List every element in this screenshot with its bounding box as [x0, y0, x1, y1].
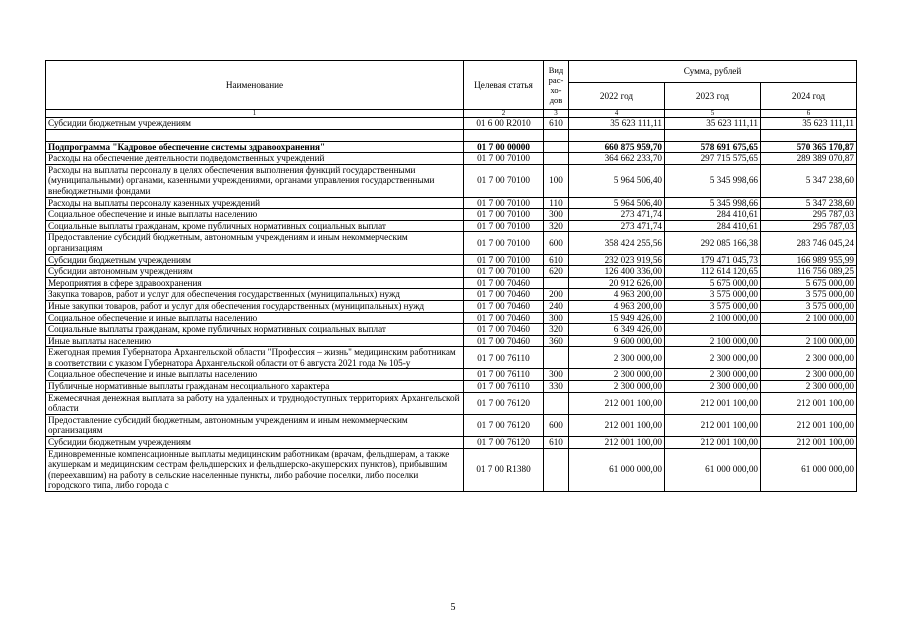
cell-target-article: 01 7 00 70460 — [464, 300, 544, 312]
cell-amount-2023: 292 085 166,38 — [665, 232, 761, 254]
table-row — [46, 347, 857, 369]
cell-amount-2022: 4 963 200,00 — [569, 300, 665, 312]
cell-amount-2023: 179 471 045,73 — [665, 254, 761, 266]
cell-amount-2022: 2 300 000,00 — [569, 381, 665, 393]
table-row — [46, 300, 857, 312]
cell-amount-2024: 289 389 070,87 — [761, 153, 857, 165]
cell-amount-2024 — [761, 129, 857, 141]
cell-amount-2022: 273 471,74 — [569, 220, 665, 232]
cell-amount-2024: 212 001 100,00 — [761, 414, 857, 436]
cell-amount-2022: 9 600 000,00 — [569, 335, 665, 347]
cell-amount-2024: 570 365 170,87 — [761, 141, 857, 153]
cell-expense-type: 610 — [544, 118, 569, 130]
cell-name: Субсидии автономным учреждениям — [46, 266, 464, 278]
cell-amount-2024: 295 787,03 — [761, 220, 857, 232]
cell-amount-2023: 297 715 575,65 — [665, 153, 761, 165]
cell-amount-2024: 283 746 045,24 — [761, 232, 857, 254]
cell-amount-2022: 232 023 919,56 — [569, 254, 665, 266]
column-number: 1 — [46, 110, 464, 118]
table-row — [46, 232, 857, 254]
cell-name: Предоставление субсидий бюджетным, автономным учреждениям и иным некоммерческим организациям — [46, 414, 464, 436]
cell-target-article: 01 7 00 R1380 — [464, 448, 544, 491]
table-row — [46, 448, 857, 491]
cell-amount-2024: 5 347 238,60 — [761, 164, 857, 197]
cell-amount-2022: 5 964 506,40 — [569, 197, 665, 209]
cell-amount-2024: 5 675 000,00 — [761, 277, 857, 289]
header-article: Целевая статья — [464, 61, 544, 110]
table-row — [46, 164, 857, 197]
cell-name: Социальные выплаты гражданам, кроме публичных нормативных социальных выплат — [46, 220, 464, 232]
table-row — [46, 277, 857, 289]
cell-target-article: 01 7 00 70100 — [464, 153, 544, 165]
cell-expense-type — [544, 392, 569, 414]
cell-amount-2022: 6 349 426,00 — [569, 324, 665, 336]
cell-target-article: 01 7 00 70460 — [464, 277, 544, 289]
cell-name — [46, 448, 464, 491]
cell-amount-2023: 284 410,61 — [665, 209, 761, 221]
table-row — [46, 381, 857, 393]
table-row — [46, 197, 857, 209]
table-row — [46, 129, 857, 141]
cell-amount-2023 — [665, 324, 761, 336]
cell-amount-2024: 3 575 000,00 — [761, 289, 857, 301]
cell-amount-2022 — [569, 129, 665, 141]
budget-table — [45, 60, 857, 492]
cell-amount-2024: 2 300 000,00 — [761, 347, 857, 369]
cell-amount-2024: 61 000 000,00 — [761, 448, 857, 491]
cell-name: Социальное обеспечение и иные выплаты населению — [46, 209, 464, 221]
cell-amount-2024: 2 300 000,00 — [761, 381, 857, 393]
cell-name: Социальное обеспечение и иные выплаты населению — [46, 369, 464, 381]
cell-target-article: 01 7 00 70460 — [464, 312, 544, 324]
cell-amount-2024: 166 989 955,99 — [761, 254, 857, 266]
header-year-2023: 2023 год — [665, 83, 761, 110]
cell-amount-2024: 212 001 100,00 — [761, 437, 857, 449]
cell-target-article — [464, 129, 544, 141]
table-row — [46, 312, 857, 324]
cell-amount-2023: 2 100 000,00 — [665, 312, 761, 324]
cell-expense-type: 320 — [544, 220, 569, 232]
column-number: 3 — [544, 110, 569, 118]
header-sum: Сумма, рублей — [569, 61, 857, 83]
cell-target-article: 01 7 00 76120 — [464, 392, 544, 414]
cell-amount-2024: 5 347 238,60 — [761, 197, 857, 209]
cell-target-article: 01 7 00 70100 — [464, 232, 544, 254]
cell-amount-2022: 212 001 100,00 — [569, 437, 665, 449]
cell-target-article: 01 7 00 70460 — [464, 289, 544, 301]
cell-amount-2022: 364 662 233,70 — [569, 153, 665, 165]
cell-expense-type — [544, 277, 569, 289]
cell-expense-type: 330 — [544, 381, 569, 393]
cell-name: Иные закупки товаров, работ и услуг для обеспечения государственных (муниципальных) нужд — [46, 300, 464, 312]
cell-expense-type: 610 — [544, 437, 569, 449]
cell-amount-2023: 212 001 100,00 — [665, 414, 761, 436]
cell-target-article: 01 7 00 76120 — [464, 414, 544, 436]
cell-name: Субсидии бюджетным учреждениям — [46, 437, 464, 449]
cell-name: Иные выплаты населению — [46, 335, 464, 347]
column-number: 6 — [761, 110, 857, 118]
cell-amount-2022: 15 949 426,00 — [569, 312, 665, 324]
cell-amount-2022: 61 000 000,00 — [569, 448, 665, 491]
table-row — [46, 324, 857, 336]
cell-expense-type — [544, 129, 569, 141]
cell-target-article: 01 7 00 70100 — [464, 197, 544, 209]
cell-amount-2023: 61 000 000,00 — [665, 448, 761, 491]
cell-target-article: 01 7 00 70100 — [464, 164, 544, 197]
table-row — [46, 289, 857, 301]
cell-expense-type — [544, 448, 569, 491]
cell-amount-2023: 2 300 000,00 — [665, 381, 761, 393]
cell-name: Субсидии бюджетным учреждениям — [46, 254, 464, 266]
header-year-2024: 2024 год — [761, 83, 857, 110]
cell-amount-2024: 2 100 000,00 — [761, 335, 857, 347]
cell-amount-2024: 295 787,03 — [761, 209, 857, 221]
cell-name: Расходы на выплаты персоналу казенных учреждений — [46, 197, 464, 209]
cell-amount-2023: 5 675 000,00 — [665, 277, 761, 289]
cell-amount-2024: 116 756 089,25 — [761, 266, 857, 278]
cell-amount-2022: 2 300 000,00 — [569, 369, 665, 381]
table-row — [46, 118, 857, 130]
header-kind: Вид рас-хо-дов — [544, 61, 569, 110]
cell-target-article: 01 7 00 70460 — [464, 335, 544, 347]
table-row — [46, 153, 857, 165]
cell-amount-2024 — [761, 324, 857, 336]
cell-amount-2023: 578 691 675,65 — [665, 141, 761, 153]
table-row — [46, 369, 857, 381]
cell-amount-2023: 3 575 000,00 — [665, 300, 761, 312]
table-row — [46, 220, 857, 232]
cell-name: Закупка товаров, работ и услуг для обеспечения государственных (муниципальных) нужд — [46, 289, 464, 301]
cell-expense-type — [544, 141, 569, 153]
cell-expense-type: 620 — [544, 266, 569, 278]
cell-target-article: 01 7 00 70460 — [464, 324, 544, 336]
cell-name: Мероприятия в сфере здравоохранения — [46, 277, 464, 289]
cell-name: Социальное обеспечение и иные выплаты населению — [46, 312, 464, 324]
cell-expense-type: 600 — [544, 232, 569, 254]
cell-expense-type: 610 — [544, 254, 569, 266]
cell-expense-type: 300 — [544, 209, 569, 221]
cell-name: Расходы на выплаты персоналу в целях обеспечения выполнения функций государственными (муниципальными) органами, казенными учреждениями, органами управления государственными внебюджетными фондами — [46, 164, 464, 197]
cell-target-article: 01 7 00 70100 — [464, 254, 544, 266]
cell-name: Расходы на обеспечение деятельности подведомственных учреждений — [46, 153, 464, 165]
cell-name: Предоставление субсидий бюджетным, автономным учреждениям и иным некоммерческим организациям — [46, 232, 464, 254]
table-row — [46, 254, 857, 266]
cell-amount-2023: 112 614 120,65 — [665, 266, 761, 278]
table-row — [46, 141, 857, 153]
cell-amount-2022: 5 964 506,40 — [569, 164, 665, 197]
cell-amount-2024: 2 300 000,00 — [761, 369, 857, 381]
cell-name: Публичные нормативные выплаты гражданам несоциального характера — [46, 381, 464, 393]
cell-target-article: 01 7 00 00000 — [464, 141, 544, 153]
cell-expense-type: 240 — [544, 300, 569, 312]
cell-target-article: 01 7 00 76110 — [464, 381, 544, 393]
column-number: 2 — [464, 110, 544, 118]
cell-amount-2024: 212 001 100,00 — [761, 392, 857, 414]
header-name: Наименование — [46, 61, 464, 110]
cell-name: Ежегодная премия Губернатора Архангельской области "Профессия – жизнь" медицинским работникам в соответствии с указом Губернатора Архангельской области от 6 августа 2021 года № 105-у — [46, 347, 464, 369]
cell-amount-2022: 212 001 100,00 — [569, 414, 665, 436]
cell-expense-type: 110 — [544, 197, 569, 209]
cell-amount-2023: 2 100 000,00 — [665, 335, 761, 347]
cell-amount-2022: 4 963 200,00 — [569, 289, 665, 301]
cell-amount-2023: 212 001 100,00 — [665, 437, 761, 449]
cell-name: Подпрограмма "Кадровое обеспечение системы здравоохранения" — [46, 141, 464, 153]
cell-amount-2023: 212 001 100,00 — [665, 392, 761, 414]
table-row — [46, 209, 857, 221]
cell-amount-2023: 2 300 000,00 — [665, 369, 761, 381]
header-year-2022: 2022 год — [569, 83, 665, 110]
cell-amount-2024: 2 100 000,00 — [761, 312, 857, 324]
cell-amount-2023: 284 410,61 — [665, 220, 761, 232]
cell-target-article: 01 7 00 76110 — [464, 347, 544, 369]
table-row — [46, 414, 857, 436]
cell-expense-type: 300 — [544, 312, 569, 324]
cell-name: Ежемесячная денежная выплата за работу на удаленных и труднодоступных территориях Архангельской области — [46, 392, 464, 414]
cell-amount-2022: 660 875 959,70 — [569, 141, 665, 153]
cell-amount-2022: 2 300 000,00 — [569, 347, 665, 369]
cell-expense-type: 300 — [544, 369, 569, 381]
cell-target-article: 01 7 00 70100 — [464, 220, 544, 232]
table-row — [46, 266, 857, 278]
cell-amount-2023 — [665, 129, 761, 141]
cell-target-article: 01 7 00 70100 — [464, 266, 544, 278]
table-row — [46, 437, 857, 449]
cell-name: Субсидии бюджетным учреждениям — [46, 118, 464, 130]
cell-amount-2023: 2 300 000,00 — [665, 347, 761, 369]
cell-amount-2022: 358 424 255,56 — [569, 232, 665, 254]
cell-amount-2024: 3 575 000,00 — [761, 300, 857, 312]
cell-expense-type: 100 — [544, 164, 569, 197]
cell-name-text: Единовременные компенсационные выплаты медицинским работникам (врачам, фельдшерам, а также акушеркам и медицинским сестрам фельдшерских и фельдшерско-акушерских пунктов), прибывшим (переехавшим) на работу в сельские населенные пункты, либо рабочие поселки, либо поселки городского типа, либо города с — [48, 448, 450, 491]
cell-expense-type: 320 — [544, 324, 569, 336]
cell-amount-2022: 212 001 100,00 — [569, 392, 665, 414]
column-number: 5 — [665, 110, 761, 118]
cell-amount-2022: 35 623 111,11 — [569, 118, 665, 130]
column-number: 4 — [569, 110, 665, 118]
table-row — [46, 335, 857, 347]
cell-amount-2023: 35 623 111,11 — [665, 118, 761, 130]
cell-amount-2022: 20 912 626,00 — [569, 277, 665, 289]
cell-target-article: 01 6 00 R2010 — [464, 118, 544, 130]
cell-amount-2022: 273 471,74 — [569, 209, 665, 221]
page-number: 5 — [450, 602, 456, 613]
table-row — [46, 392, 857, 414]
cell-name: Социальные выплаты гражданам, кроме публичных нормативных социальных выплат — [46, 324, 464, 336]
cell-expense-type: 600 — [544, 414, 569, 436]
cell-amount-2023: 5 345 998,66 — [665, 197, 761, 209]
table-body — [46, 118, 857, 492]
cell-target-article: 01 7 00 76120 — [464, 437, 544, 449]
cell-target-article: 01 7 00 70100 — [464, 209, 544, 221]
cell-expense-type: 200 — [544, 289, 569, 301]
cell-expense-type: 360 — [544, 335, 569, 347]
cell-target-article: 01 7 00 76110 — [464, 369, 544, 381]
cell-expense-type — [544, 347, 569, 369]
cell-amount-2023: 5 345 998,66 — [665, 164, 761, 197]
cell-amount-2023: 3 575 000,00 — [665, 289, 761, 301]
cell-amount-2024: 35 623 111,11 — [761, 118, 857, 130]
cell-expense-type — [544, 153, 569, 165]
cell-name — [46, 129, 464, 141]
cell-amount-2022: 126 400 336,00 — [569, 266, 665, 278]
column-numbers-row — [46, 110, 857, 118]
